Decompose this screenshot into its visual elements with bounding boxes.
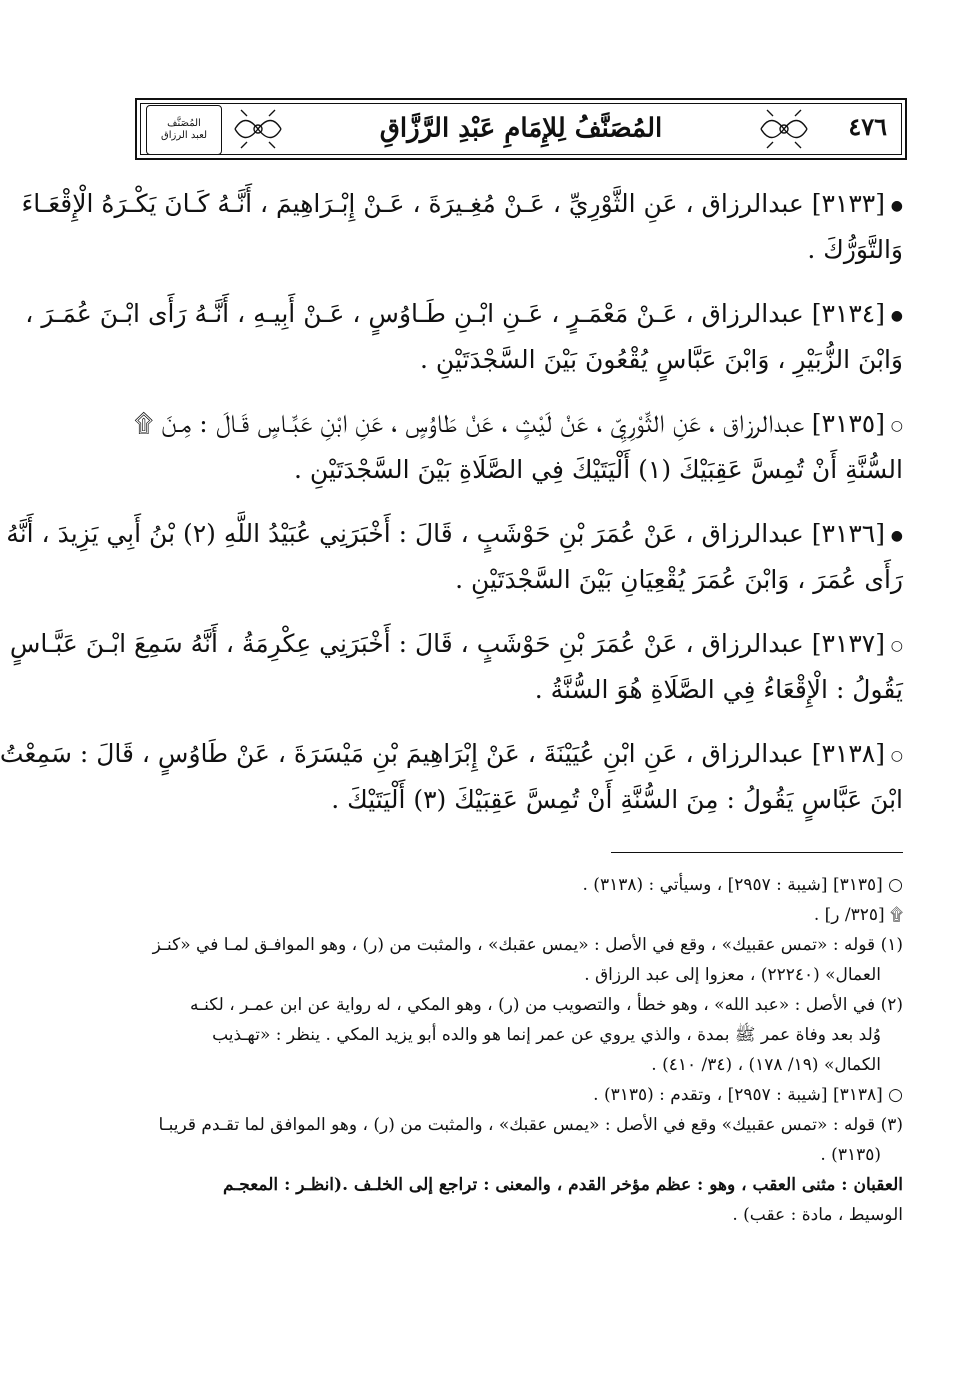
hadith-line: السُّنَّةِ أَنْ تُمِسَّ عَقِبَيْكَ (١) أَلْيَتَيْكَ فِي الصَّلَاةِ بَيْنَ السَّجْدَتَيْنِ . [294,454,903,484]
footnote-line: ۩ [٣٢٥/ ر] . [813,905,903,925]
hadith-marker: ● [890,527,903,544]
footnote-line: (٣) قوله : «تمس عقبيك» وقع في الأصل : «يمس عقبك» ، والمثبت من (ر) ، وهو الموافق لما تقـدم قريبـا [158,1115,903,1135]
hadith-line: [٣١٣٤] عبدالرزاق ، عَـنْ مَعْمَـرٍ ، عَـنِ ابْـنِ طَـاوُسٍ ، عَـنْ أَبِيـهِ ، أَنَّـهُ رَأَى ابْـنَ عُمَـرَ ، [25,299,885,328]
hadith-line: وَابْنَ الزُّبَيْرِ ، وَابْنَ عَبَّاسٍ يُقْعُونَ بَيْنَ السَّجْدَتَيْنِ . [420,344,903,374]
hadith-3137 [9,622,903,712]
hadith-3135 [103,402,903,492]
hadith-line: ابْنَ عَبَّاسٍ يَقُولُ : مِنَ السُّنَّةِ أَنْ تُمِسَّ عَقِبَيْكَ (٣) أَلْيَتَيْكَ . [331,784,903,814]
hadith-3136 [6,512,903,602]
hadith-3133 [21,182,903,272]
footnotes [113,870,903,1230]
seal-line-2: لعبد الرزاق [160,130,208,141]
ornament-right-icon [757,104,811,154]
footnote-line: ○ [٣١٣٥] [شيبة : ٢٩٥٧] ، وسيأتي : (٣١٣٨) . [582,875,903,895]
hadith-marker: ● [890,197,903,214]
hadith-3134 [25,292,903,382]
footnote-line: ○ [٣١٣٨] [شيبة : ٢٩٥٧] ، وتقدم : (٣١٣٥) . [593,1085,903,1105]
hadith-marker: ○ [890,637,903,654]
footnote-line: وُلد بعد وفاة عمر ﷺ بمدة ، والذي يروي عن عمر إنما هو والده أبو يزيد المكي . ينظر : «تهـذيب [212,1025,881,1045]
hadith-line: [٣١٣٦] عبدالرزاق ، عَنْ عُمَرَ بْنِ حَوْشَبٍ ، قَالَ : أَخْبَرَنِي عُبَيْدُ اللَّهِ (٢) بْنُ أَبِي يَزِيدَ ، أَنَّهُ [6,519,885,548]
hadith-line: [٣١٣٨] عبدالرزاق ، عَنِ ابْنِ عُيَيْنَةَ ، عَنْ إِبْرَاهِيمَ بْنِ مَيْسَرَةَ ، عَنْ طَاوُسٍ ، قَالَ : سَمِعْتُ [0,739,885,768]
page-header [135,98,907,160]
footnote-line: (٢) في الأصل : «عبد الله» ، وهو خطأ ، والتصويب من (ر) ، وهو المكي ، له رواية عن ابن عمـر ، لكنـه [190,995,903,1015]
footnote-line: (٣١٣٥) . [820,1145,881,1165]
hadith-line: رَأَى عُمَرَ ، وَابْنَ عُمَرَ يُقْعِيَانِ بَيْنَ السَّجْدَتَيْنِ . [455,564,903,594]
header-seal [146,105,222,155]
footnote-line: العقبان : مثنى العقب ، وهو : عظم مؤخر القدم ، والمعنى : تراجع إلى الخلـف .(انظـر : المعجـم [222,1175,903,1195]
footnote-line: (١) قوله : «تمس عقبيك» ، وقع في الأصل : «يمس عقبك» ، والمثبت من (ر) ، وهو الموافـق لمـا في «كنـز [152,935,903,955]
ornament-left-icon [231,104,285,154]
hadith-line: وَالتَّوَرُّكَ . [807,234,903,264]
hadith-line: [٣١٣٧] عبدالرزاق ، عَنْ عُمَرَ بْنِ حَوْشَبٍ ، قَالَ : أَخْبَرَنِي عِكْرِمَةُ ، أَنَّهُ سَمِعَ ابْـنَ عَبَّـاسٍ [9,629,885,658]
hadith-marker: ○ [890,417,903,434]
hadith-line: يَقُولُ : الْإِقْعَاءُ فِي الصَّلَاةِ هُوَ السُّنَّةُ . [534,674,903,704]
hadith-line: [٣١٣٥] عبدالرزاق ، عَنِ الثَّوْرِيِّ ، عَنْ لَيْثٍ ، عَنْ طَاوُسٍ ، عَنِ ابْنِ عَبَّـاسٍ قَـالَ : مِـنَ ۩ [134,409,885,438]
footnote-separator [611,852,903,853]
footnote-line: الوسيط ، مادة : عقب) . [732,1205,903,1225]
hadith-marker: ○ [890,747,903,764]
seal-line-1: المُصَنَّف [167,118,201,129]
hadith-line: [٣١٣٣] عبدالرزاق ، عَنِ الثَّوْرِيِّ ، عَـنْ مُغِـيرَةَ ، عَـنْ إِبْـرَاهِيمَ ، أَنَّـهُ كَـانَ يَكْـرَهُ الْإِقْعَـاءَ [21,189,885,218]
hadith-marker: ● [890,307,903,324]
footnote-line: الكمال» (١٩/ ١٧٨) ، (٣٤/ ٤١٠) . [651,1055,881,1075]
header-title: المُصَنَّفُ لِلإِمَامِ عَبْدِ الرَّزَّاقِ [379,113,663,144]
hadith-3138 [0,732,903,822]
footnote-line: العمال» (٢٢٢٤٠) ، معزوا إلى عبد الرزاق . [584,965,881,985]
page-number: ٤٧٦ [848,112,887,141]
